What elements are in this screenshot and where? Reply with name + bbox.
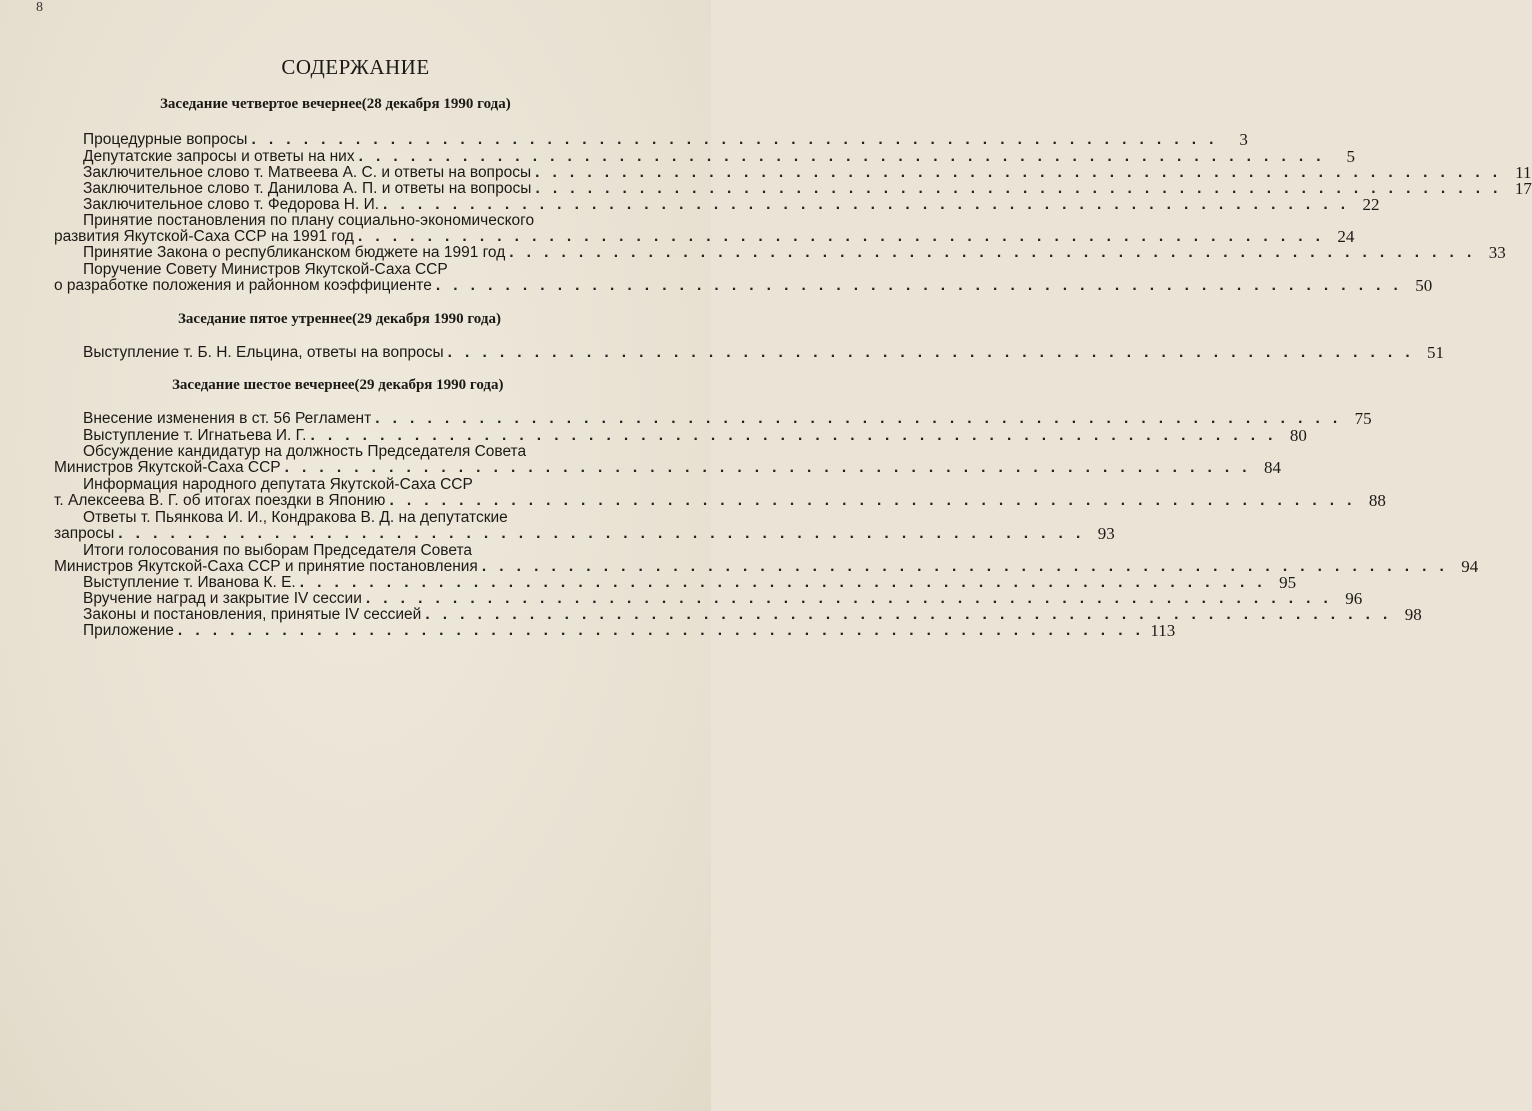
toc-entry-line: Принятие постановления по плану социально-экономического (83, 212, 535, 229)
toc-entry-line: Информация народного депутата Якутской-Саха ССР (83, 476, 473, 493)
toc-entry-title: Приложение (83, 622, 174, 639)
toc-entry (54, 573, 1297, 592)
toc-entry-title: Принятие Закона о республиканском бюджете на 1991 год (83, 244, 506, 261)
toc-entry-page: 80 (1289, 426, 1307, 445)
toc-entry-title: т. Алексеева В. Г. об итогах поездки в Японию (54, 492, 386, 509)
toc-entry (54, 605, 1422, 624)
toc-entry-title: о разработке положения и районном коэффициенте (54, 277, 432, 294)
toc-entry-title: Выступление т. Б. Н. Ельцина, ответы на вопросы (83, 344, 444, 361)
toc-entry-page: 33 (1488, 243, 1506, 262)
toc-entry (54, 163, 1532, 182)
leader-dots: . . . . . . . . . . . . . . . . . . . . . . . . . . . . . . . . . . . . . . . . . . . . . . . . . . . . . . . . (535, 180, 1502, 197)
toc-entry-line: Ответы т. Пьянкова И. И., Кондракова В. Д. на депутатские (83, 509, 508, 526)
toc-entry-page: 95 (1279, 573, 1297, 592)
toc-entry (54, 179, 1532, 198)
toc-entry-page: 75 (1354, 409, 1372, 428)
toc-entry-page: 11 (1515, 163, 1532, 182)
leader-dots: . . . . . . . . . . . . . . . . . . . . . . . . . . . . . . . . . . . . . . . . . . . . . . . . . . . . . . . . (535, 164, 1502, 181)
toc-entry-page: 50 (1415, 276, 1433, 295)
toc-entry-page: 88 (1368, 491, 1386, 510)
toc-entry-page: 17 (1514, 179, 1532, 198)
leader-dots: . . . . . . . . . . . . . . . . . . . . . . . . . . . . . . . . . . . . . . . . . . . . . . . . . . . . . . . . (375, 410, 1342, 427)
leader-dots: . . . . . . . . . . . . . . . . . . . . . . . . . . . . . . . . . . . . . . . . . . . . . . . . . . . . . . . . (435, 277, 1403, 294)
toc-entry-title: Депутатские запросы и ответы на них (83, 148, 355, 165)
leader-dots: . . . . . . . . . . . . . . . . . . . . . . . . . . . . . . . . . . . . . . . . . . . . . . . . . . . . . . . . (118, 525, 1085, 542)
toc-entry-title: Выступление т. Игнатьева И. Г. (83, 427, 307, 444)
toc-entry-page: 5 (1346, 147, 1355, 166)
toc-entry (54, 130, 1248, 149)
toc-entry (54, 212, 1355, 246)
session-heading-text: Заседание шестое вечернее(29 декабря 1990 года) (172, 377, 504, 393)
leader-dots: . . . . . . . . . . . . . . . . . . . . . . . . . . . . . . . . . . . . . . . . . . . . . . . . . . . . . . . . (358, 148, 1325, 165)
toc-entry (54, 147, 1355, 166)
toc-entry (54, 509, 1115, 543)
toc-entry-title: Заключительное слово т. Данилова А. П. и ответы на вопросы (83, 180, 532, 197)
toc-entry-page: 3 (1239, 130, 1248, 149)
page-title: СОДЕРЖАНИЕ (281, 55, 430, 79)
leader-dots: . . . . . . . . . . . . . . . . . . . . . . . . . . . . . . . . . . . . . . . . . . . . . . . . . . . . . . . . (383, 196, 1350, 213)
session-heading-text: Заседание пятое утреннее(29 декабря 1990 года) (178, 311, 501, 327)
leader-dots: . . . . . . . . . . . . . . . . . . . . . . . . . . . . . . . . . . . . . . . . . . . . . . . . . . . . . . . . (447, 344, 1415, 361)
toc-entry (54, 426, 1307, 445)
toc-entry-line: Итоги голосования по выборам Председателя Совета (83, 542, 473, 559)
toc-entry-page: 98 (1404, 605, 1422, 624)
toc-entry (54, 443, 1282, 477)
toc-entry-line: Поручение Совету Министров Якутской-Саха ССР (83, 261, 448, 278)
page-number: 8 (36, 0, 43, 15)
toc-entry-page: 24 (1337, 227, 1355, 246)
leader-dots: . . . . . . . . . . . . . . . . . . . . . . . . . . . . . . . . . . . . . . . . . . . . . . . . . . . . . . . . (389, 492, 1356, 509)
toc-entry-page: 94 (1461, 557, 1479, 576)
leader-dots: . . . . . . . . . . . . . . . . . . . . . . . . . . . . . . . . . . . . . . . . . . . . . . . . . . . . . . . . (251, 131, 1218, 148)
toc-entry-page: 93 (1097, 524, 1115, 543)
toc-entry-title: Заключительное слово т. Матвеева А. С. и ответы на вопросы (83, 164, 532, 181)
leader-dots: . . . . . . . . . . . . . . . . . . . . . . . . . . . . . . . . . . . . . . . . . . . . . . . . . . . . . . . . (425, 606, 1392, 623)
toc-entry-title: запросы (54, 525, 115, 542)
toc-entry-title: Министров Якутской-Саха ССР и принятие постановления (54, 558, 478, 575)
toc-entry-title: Выступление т. Иванова К. Е. (83, 574, 296, 591)
toc-entry-title: развития Якутской-Саха ССР на 1991 год (54, 228, 354, 245)
leader-dots: . . . . . . . . . . . . . . . . . . . . . . . . . . . . . . . . . . . . . . . . . . . . . . . . . . . . . . . . (509, 244, 1476, 261)
toc-entry-page: 113 (1150, 621, 1176, 640)
toc-entry (54, 261, 1433, 295)
toc-entry-page: 96 (1345, 589, 1363, 608)
toc-entry-title: Процедурные вопросы (83, 131, 248, 148)
toc-entry (54, 621, 1176, 640)
toc-entry-title: Министров Якутской-Саха ССР (54, 459, 281, 476)
leader-dots: . . . . . . . . . . . . . . . . . . . . . . . . . . . . . . . . . . . . . . . . . . . . . . . . . . . . . . . . (177, 622, 1145, 639)
leader-dots: . . . . . . . . . . . . . . . . . . . . . . . . . . . . . . . . . . . . . . . . . . . . . . . . . . . . . . . . (481, 558, 1449, 575)
toc-entry (54, 476, 1386, 510)
leader-dots: . . . . . . . . . . . . . . . . . . . . . . . . . . . . . . . . . . . . . . . . . . . . . . . . . . . . . . . . (310, 427, 1277, 444)
toc-entry-title: Законы и постановления, принятые IV сессией (83, 606, 422, 623)
toc-entry (54, 195, 1380, 214)
leader-dots: . . . . . . . . . . . . . . . . . . . . . . . . . . . . . . . . . . . . . . . . . . . . . . . . . . . . . . . . (299, 574, 1267, 591)
toc-entry (54, 343, 1445, 362)
session-heading-text: Заседание четвертое вечернее(28 декабря 1990 года) (160, 96, 511, 112)
toc-entry-page: 84 (1264, 458, 1282, 477)
leader-dots: . . . . . . . . . . . . . . . . . . . . . . . . . . . . . . . . . . . . . . . . . . . . . . . . . . . . . . . . (365, 590, 1333, 607)
leader-dots: . . . . . . . . . . . . . . . . . . . . . . . . . . . . . . . . . . . . . . . . . . . . . . . . . . . . . . . . (357, 228, 1325, 245)
toc-entry (54, 589, 1363, 608)
toc-entry (54, 243, 1506, 262)
toc-entry-title: Заключительное слово т. Федорова Н. И. (83, 196, 380, 213)
leader-dots: . . . . . . . . . . . . . . . . . . . . . . . . . . . . . . . . . . . . . . . . . . . . . . . . . . . . . . . . (284, 459, 1252, 476)
toc-entry-title: Внесение изменения в ст. 56 Регламент (83, 410, 372, 427)
toc-entry-page: 22 (1362, 195, 1380, 214)
toc-entry-title: Вручение наград и закрытие IV сессии (83, 590, 362, 607)
toc-entry-page: 51 (1427, 343, 1445, 362)
toc-entry (54, 409, 1372, 428)
toc-entry (54, 542, 1479, 576)
toc-entry-line: Обсуждение кандидатур на должность Председателя Совета (83, 443, 527, 460)
